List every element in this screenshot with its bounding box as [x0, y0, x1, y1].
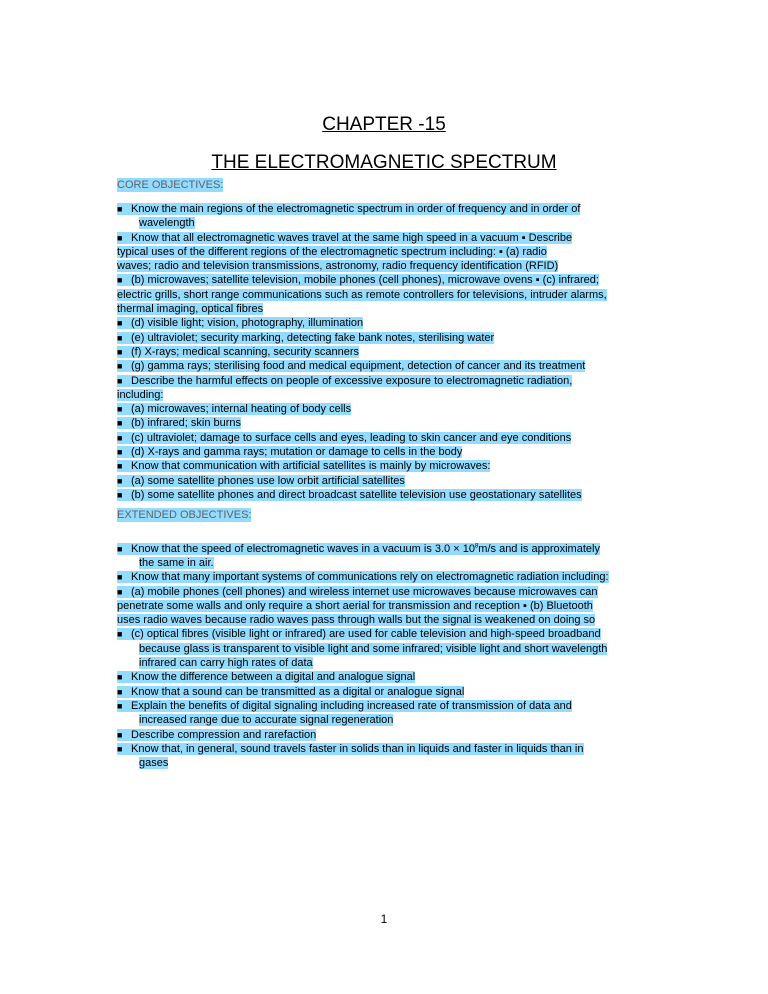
list-item: ■ (a) mobile phones (cell phones) and wireless internet use microwaves because microwaves can	[117, 585, 598, 598]
list-item: ■ (d) X-rays and gamma rays; mutation or damage to cells in the body	[117, 446, 463, 459]
clapperboard-icon: ■	[117, 361, 123, 372]
list-item: penetrate some walls and only require a short aerial for transmission and reception ▪ (b) Bluetooth	[117, 599, 593, 612]
list-item: electric grills, short range communications such as remote controllers for televisions, intruder alarms,	[117, 288, 607, 301]
page-title: THE ELECTROMAGNETIC SPECTRUM	[211, 152, 557, 173]
list-item: ■ Know that many important systems of communications rely on electromagnetic radiation including:	[117, 571, 609, 584]
clapperboard-icon: ■	[117, 375, 123, 386]
clapperboard-icon: ■	[117, 489, 123, 500]
list-item: ■ (b) infrared; skin burns	[117, 417, 242, 430]
clapperboard-icon: ■	[117, 461, 123, 472]
list-item: increased range due to accurate signal regeneration	[139, 714, 394, 727]
list-item: ■ (c) ultraviolet; damage to surface cells and eyes, leading to skin cancer and eye conditions	[117, 431, 572, 444]
list-item: ■ (e) ultraviolet; security marking, detecting fake bank notes, sterilising water	[117, 331, 495, 344]
clapperboard-icon: ■	[117, 275, 123, 286]
list-item: ■ (a) microwaves; internal heating of body cells	[117, 403, 352, 416]
list-item: ■ Explain the benefits of digital signaling including increased rate of transmission of data and	[117, 699, 572, 712]
clapperboard-icon: ■	[117, 232, 123, 243]
list-item: ■ (b) microwaves; satellite television, mobile phones (cell phones), microwave ovens ▪ (c) infrared;	[117, 274, 599, 287]
clapperboard-icon: ■	[117, 672, 123, 683]
clapperboard-icon: ■	[117, 432, 123, 443]
clapperboard-icon: ■	[117, 346, 123, 357]
list-item: including:	[117, 388, 164, 401]
list-item: ■ Describe the harmful effects on people of excessive exposure to electromagnetic radiation,	[117, 374, 573, 387]
list-item: ■ Know that, in general, sound travels faster in solids than in liquids and faster in liquids than in	[117, 742, 584, 755]
clapperboard-icon: ■	[117, 447, 123, 458]
clapperboard-icon: ■	[117, 586, 123, 597]
clapperboard-icon: ■	[117, 700, 123, 711]
list-item: the same in air.	[139, 556, 214, 569]
list-item: thermal imaging, optical fibres	[117, 303, 264, 316]
list-item: waves; radio and television transmissions, astronomy, radio frequency identification (RFID)	[117, 260, 559, 273]
list-item: uses radio waves because radio waves pass through walls but the signal is weakened on doing so	[117, 614, 596, 627]
list-item: ■ (d) visible light; vision, photography, illumination	[117, 317, 364, 330]
list-item: ■ (g) gamma rays; sterilising food and medical equipment, detection of cancer and its treatment	[117, 360, 586, 373]
list-item: gases	[139, 757, 169, 770]
list-item: ■ Know that a sound can be transmitted as a digital or analogue signal	[117, 685, 465, 698]
list-item: ■ (f) X-rays; medical scanning, security scanners	[117, 345, 360, 358]
core-objectives-label: CORE OBJECTIVES:	[117, 179, 224, 191]
list-item: ■ (b) some satellite phones and direct broadcast satellite television use geostationary satellites	[117, 488, 582, 501]
extended-objectives-label: EXTENDED OBJECTIVES:	[117, 509, 252, 521]
list-item: ■ Know that all electromagnetic waves travel at the same high speed in a vacuum ▪ Describe	[117, 231, 573, 244]
list-item: ■ (c) optical fibres (visible light or infrared) are used for cable television and high-speed broadband	[117, 628, 601, 641]
clapperboard-icon: ■	[117, 332, 123, 343]
list-item: ■ Know the difference between a digital and analogue signal	[117, 671, 416, 684]
page-number: 1	[380, 912, 388, 926]
chapter-heading: CHAPTER -15	[322, 114, 446, 135]
list-item: wavelength	[139, 217, 195, 230]
clapperboard-icon: ■	[117, 418, 123, 429]
list-item: because glass is transparent to visible light and some infrared; visible light and short wavelength	[139, 642, 608, 655]
core-objectives-list	[117, 202, 657, 502]
clapperboard-icon: ■	[117, 743, 123, 754]
list-item: ■ (a) some satellite phones use low orbit artificial satellites	[117, 474, 405, 487]
list-item: ■ Describe compression and rarefaction	[117, 728, 317, 741]
list-item: ■ Know that communication with artificial satellites is mainly by microwaves:	[117, 460, 491, 473]
list-item: ■ Know that the speed of electromagnetic waves in a vacuum is $3.0 \times 10^8m/s$ and is approximately	[117, 542, 600, 555]
clapperboard-icon: ■	[117, 572, 123, 583]
clapperboard-icon: ■	[117, 729, 123, 740]
clapperboard-icon: ■	[117, 543, 123, 554]
list-item: ■ Know the main regions of the electromagnetic spectrum in order of frequency and in order of	[117, 203, 581, 215]
extended-objectives-list	[117, 539, 657, 770]
clapperboard-icon: ■	[117, 318, 123, 329]
clapperboard-icon: ■	[117, 686, 123, 697]
clapperboard-icon: ■	[117, 629, 123, 640]
clapperboard-icon: ■	[117, 404, 123, 415]
clapperboard-icon: ■	[117, 475, 123, 486]
clapperboard-icon: ■	[117, 204, 123, 214]
list-item: infrared can carry high rates of data	[139, 657, 313, 670]
list-item: typical uses of the different regions of the electromagnetic spectrum including: ▪ (a) radio	[117, 245, 547, 258]
